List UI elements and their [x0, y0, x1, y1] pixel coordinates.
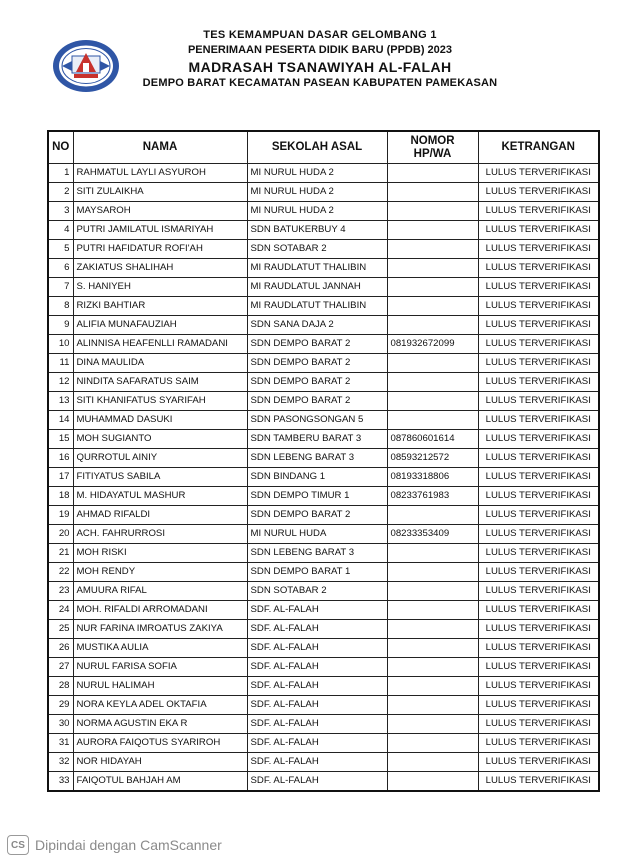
cell-nomor-hp: [387, 202, 478, 221]
cell-keterangan: LULUS TERVERIFIKASI: [478, 164, 599, 183]
cell-sekolah-asal: SDN SANA DAJA 2: [247, 316, 387, 335]
cell-nama: PUTRI JAMILATUL ISMARIYAH: [73, 221, 247, 240]
cell-sekolah-asal: SDF. AL-FALAH: [247, 753, 387, 772]
cell-sekolah-asal: SDF. AL-FALAH: [247, 620, 387, 639]
cell-sekolah-asal: SDF. AL-FALAH: [247, 715, 387, 734]
cell-keterangan: LULUS TERVERIFIKASI: [478, 525, 599, 544]
cell-nama: MOH. RIFALDI ARROMADANI: [73, 601, 247, 620]
cell-sekolah-asal: SDF. AL-FALAH: [247, 658, 387, 677]
cell-keterangan: LULUS TERVERIFIKASI: [478, 658, 599, 677]
table-row: [48, 563, 599, 582]
cell-nomor-hp: 08233761983: [387, 487, 478, 506]
cell-sekolah-asal: MI RAUDLATUT THALIBIN: [247, 259, 387, 278]
cell-keterangan: LULUS TERVERIFIKASI: [478, 354, 599, 373]
column-header-sekolah-asal: SEKOLAH ASAL: [247, 131, 387, 164]
cell-nomor-hp: [387, 183, 478, 202]
table-row: [48, 183, 599, 202]
cell-nama: NUR FARINA IMROATUS ZAKIYA: [73, 620, 247, 639]
cell-nomor-hp: [387, 392, 478, 411]
cell-sekolah-asal: SDF. AL-FALAH: [247, 639, 387, 658]
table-row: [48, 354, 599, 373]
table-row: [48, 696, 599, 715]
cell-nama: NURUL HALIMAH: [73, 677, 247, 696]
cell-keterangan: LULUS TERVERIFIKASI: [478, 563, 599, 582]
cell-no: 11: [48, 354, 73, 373]
cell-nomor-hp: [387, 506, 478, 525]
cell-nomor-hp: [387, 240, 478, 259]
table-row: [48, 335, 599, 354]
table-row: [48, 544, 599, 563]
cell-no: 26: [48, 639, 73, 658]
table-row: [48, 373, 599, 392]
cell-sekolah-asal: SDN DEMPO BARAT 2: [247, 506, 387, 525]
table-row: [48, 658, 599, 677]
cell-nomor-hp: [387, 772, 478, 792]
cell-keterangan: LULUS TERVERIFIKASI: [478, 335, 599, 354]
table-row: [48, 278, 599, 297]
cell-nomor-hp: [387, 639, 478, 658]
cell-keterangan: LULUS TERVERIFIKASI: [478, 411, 599, 430]
table-row: [48, 487, 599, 506]
cell-nama: M. HIDAYATUL MASHUR: [73, 487, 247, 506]
cell-nama: AMUURA RIFAL: [73, 582, 247, 601]
cell-sekolah-asal: MI NURUL HUDA 2: [247, 164, 387, 183]
cell-keterangan: LULUS TERVERIFIKASI: [478, 601, 599, 620]
cell-nama: NURUL FARISA SOFIA: [73, 658, 247, 677]
cell-no: 22: [48, 563, 73, 582]
cell-nomor-hp: [387, 411, 478, 430]
cell-keterangan: LULUS TERVERIFIKASI: [478, 468, 599, 487]
cell-nomor-hp: [387, 373, 478, 392]
table-row: [48, 392, 599, 411]
cell-nomor-hp: [387, 715, 478, 734]
cell-no: 32: [48, 753, 73, 772]
table-row: [48, 601, 599, 620]
cell-nama: ZAKIATUS SHALIHAH: [73, 259, 247, 278]
cell-keterangan: LULUS TERVERIFIKASI: [478, 449, 599, 468]
cell-nama: AHMAD RIFALDI: [73, 506, 247, 525]
table-row: [48, 240, 599, 259]
column-header-no: NO: [48, 131, 73, 164]
cell-nomor-hp: [387, 582, 478, 601]
cell-no: 2: [48, 183, 73, 202]
table-row: [48, 734, 599, 753]
cell-nama: MOH RISKI: [73, 544, 247, 563]
cell-no: 17: [48, 468, 73, 487]
cell-sekolah-asal: SDN BATUKERBUY 4: [247, 221, 387, 240]
cell-sekolah-asal: SDF. AL-FALAH: [247, 696, 387, 715]
cell-keterangan: LULUS TERVERIFIKASI: [478, 734, 599, 753]
cell-sekolah-asal: MI RAUDLATUL JANNAH: [247, 278, 387, 297]
cell-sekolah-asal: SDN DEMPO BARAT 2: [247, 354, 387, 373]
cell-no: 9: [48, 316, 73, 335]
cell-keterangan: LULUS TERVERIFIKASI: [478, 240, 599, 259]
cell-nama: MOH RENDY: [73, 563, 247, 582]
table-row: [48, 259, 599, 278]
cell-keterangan: LULUS TERVERIFIKASI: [478, 430, 599, 449]
cell-nomor-hp: [387, 354, 478, 373]
cell-keterangan: LULUS TERVERIFIKASI: [478, 506, 599, 525]
table-row: [48, 753, 599, 772]
cell-nomor-hp: [387, 221, 478, 240]
cell-nomor-hp: [387, 563, 478, 582]
cell-nomor-hp: 087860601614: [387, 430, 478, 449]
column-header-nama: NAMA: [73, 131, 247, 164]
results-table: [47, 130, 600, 792]
cell-keterangan: LULUS TERVERIFIKASI: [478, 772, 599, 792]
header-institution: MADRASAH TSANAWIYAH AL-FALAH: [188, 59, 452, 75]
table-header-row: [48, 131, 599, 164]
cell-keterangan: LULUS TERVERIFIKASI: [478, 316, 599, 335]
cell-nomor-hp: [387, 544, 478, 563]
cell-nama: ALINNISA HEAFENLLI RAMADANI: [73, 335, 247, 354]
table-row: [48, 221, 599, 240]
cell-sekolah-asal: MI RAUDLATUT THALIBIN: [247, 297, 387, 316]
cell-no: 21: [48, 544, 73, 563]
cell-nomor-hp: [387, 734, 478, 753]
cell-nomor-hp: [387, 753, 478, 772]
cell-nama: FAIQOTUL BAHJAH AM: [73, 772, 247, 792]
cell-sekolah-asal: SDF. AL-FALAH: [247, 734, 387, 753]
cell-no: 12: [48, 373, 73, 392]
cell-nama: MUSTIKA AULIA: [73, 639, 247, 658]
cell-nama: RAHMATUL LAYLI ASYUROH: [73, 164, 247, 183]
cell-keterangan: LULUS TERVERIFIKASI: [478, 639, 599, 658]
camscanner-icon: CS: [7, 835, 29, 855]
cell-sekolah-asal: SDN DEMPO TIMUR 1: [247, 487, 387, 506]
cell-keterangan: LULUS TERVERIFIKASI: [478, 183, 599, 202]
cell-nama: PUTRI HAFIDATUR ROFI'AH: [73, 240, 247, 259]
cell-nama: NOR HIDAYAH: [73, 753, 247, 772]
table-row: [48, 430, 599, 449]
cell-no: 33: [48, 772, 73, 792]
cell-nama: MOH SUGIANTO: [73, 430, 247, 449]
cell-nama: AURORA FAIQOTUS SYARIROH: [73, 734, 247, 753]
cell-nama: RIZKI BAHTIAR: [73, 297, 247, 316]
cell-sekolah-asal: SDN DEMPO BARAT 2: [247, 392, 387, 411]
watermark-text: Dipindai dengan CamScanner: [35, 837, 222, 853]
cell-no: 29: [48, 696, 73, 715]
table-row: [48, 506, 599, 525]
table-row: [48, 677, 599, 696]
table-row: [48, 639, 599, 658]
cell-no: 19: [48, 506, 73, 525]
cell-no: 31: [48, 734, 73, 753]
cell-no: 7: [48, 278, 73, 297]
cell-sekolah-asal: SDF. AL-FALAH: [247, 677, 387, 696]
cell-sekolah-asal: SDN SOTABAR 2: [247, 582, 387, 601]
cell-no: 16: [48, 449, 73, 468]
cell-sekolah-asal: MI NURUL HUDA 2: [247, 183, 387, 202]
cell-keterangan: LULUS TERVERIFIKASI: [478, 202, 599, 221]
cell-nama: ACH. FAHRURROSI: [73, 525, 247, 544]
cell-no: 13: [48, 392, 73, 411]
cell-no: 3: [48, 202, 73, 221]
cell-no: 20: [48, 525, 73, 544]
table-row: [48, 620, 599, 639]
cell-no: 30: [48, 715, 73, 734]
cell-keterangan: LULUS TERVERIFIKASI: [478, 278, 599, 297]
cell-keterangan: LULUS TERVERIFIKASI: [478, 544, 599, 563]
cell-keterangan: LULUS TERVERIFIKASI: [478, 715, 599, 734]
cell-nama: SITI KHANIFATUS SYARIFAH: [73, 392, 247, 411]
cell-no: 10: [48, 335, 73, 354]
cell-no: 1: [48, 164, 73, 183]
cell-nomor-hp: 081932672099: [387, 335, 478, 354]
cell-nama: SITI ZULAIKHA: [73, 183, 247, 202]
table-row: [48, 468, 599, 487]
cell-keterangan: LULUS TERVERIFIKASI: [478, 487, 599, 506]
cell-keterangan: LULUS TERVERIFIKASI: [478, 677, 599, 696]
cell-no: 5: [48, 240, 73, 259]
cell-no: 4: [48, 221, 73, 240]
cell-sekolah-asal: SDF. AL-FALAH: [247, 601, 387, 620]
cell-nomor-hp: 08233353409: [387, 525, 478, 544]
cell-no: 28: [48, 677, 73, 696]
cell-no: 18: [48, 487, 73, 506]
cell-keterangan: LULUS TERVERIFIKASI: [478, 696, 599, 715]
cell-sekolah-asal: SDN DEMPO BARAT 2: [247, 335, 387, 354]
cell-no: 15: [48, 430, 73, 449]
cell-nomor-hp: [387, 658, 478, 677]
cell-sekolah-asal: SDN BINDANG 1: [247, 468, 387, 487]
scanner-watermark: [7, 835, 222, 855]
cell-sekolah-asal: SDN DEMPO BARAT 1: [247, 563, 387, 582]
table-row: [48, 164, 599, 183]
cell-nomor-hp: [387, 297, 478, 316]
cell-keterangan: LULUS TERVERIFIKASI: [478, 373, 599, 392]
cell-keterangan: LULUS TERVERIFIKASI: [478, 392, 599, 411]
cell-nomor-hp: [387, 696, 478, 715]
cell-nomor-hp: [387, 677, 478, 696]
cell-nama: ALIFIA MUNAFAUZIAH: [73, 316, 247, 335]
cell-sekolah-asal: SDN PASONGSONGAN 5: [247, 411, 387, 430]
table-row: [48, 202, 599, 221]
cell-sekolah-asal: SDN TAMBERU BARAT 3: [247, 430, 387, 449]
cell-no: 6: [48, 259, 73, 278]
table-body: [48, 164, 599, 792]
table-row: [48, 772, 599, 792]
table-row: [48, 582, 599, 601]
column-header-nomor-hp: NOMOR HP/WA: [387, 131, 478, 164]
cell-keterangan: LULUS TERVERIFIKASI: [478, 582, 599, 601]
cell-no: 8: [48, 297, 73, 316]
cell-nama: NINDITA SAFARATUS SAIM: [73, 373, 247, 392]
cell-keterangan: LULUS TERVERIFIKASI: [478, 753, 599, 772]
cell-nama: MAYSAROH: [73, 202, 247, 221]
table-row: [48, 411, 599, 430]
cell-nomor-hp: [387, 316, 478, 335]
cell-sekolah-asal: SDN LEBENG BARAT 3: [247, 449, 387, 468]
cell-keterangan: LULUS TERVERIFIKASI: [478, 297, 599, 316]
cell-sekolah-asal: SDN SOTABAR 2: [247, 240, 387, 259]
cell-nomor-hp: [387, 601, 478, 620]
cell-nama: FITIYATUS SABILA: [73, 468, 247, 487]
cell-sekolah-asal: SDN LEBENG BARAT 3: [247, 544, 387, 563]
cell-keterangan: LULUS TERVERIFIKASI: [478, 221, 599, 240]
cell-nama: DINA MAULIDA: [73, 354, 247, 373]
table-row: [48, 525, 599, 544]
cell-nama: NORMA AGUSTIN EKA R: [73, 715, 247, 734]
cell-nomor-hp: [387, 620, 478, 639]
cell-nama: MUHAMMAD DASUKI: [73, 411, 247, 430]
cell-nomor-hp: [387, 164, 478, 183]
cell-nomor-hp: 08593212572: [387, 449, 478, 468]
cell-keterangan: LULUS TERVERIFIKASI: [478, 620, 599, 639]
cell-no: 27: [48, 658, 73, 677]
cell-sekolah-asal: SDF. AL-FALAH: [247, 772, 387, 792]
column-header-keterangan: KETRANGAN: [478, 131, 599, 164]
cell-nomor-hp: 08193318806: [387, 468, 478, 487]
cell-keterangan: LULUS TERVERIFIKASI: [478, 259, 599, 278]
cell-nomor-hp: [387, 278, 478, 297]
cell-no: 23: [48, 582, 73, 601]
cell-nama: S. HANIYEH: [73, 278, 247, 297]
cell-sekolah-asal: MI NURUL HUDA: [247, 525, 387, 544]
table-row: [48, 316, 599, 335]
table-row: [48, 449, 599, 468]
cell-nama: NORA KEYLA ADEL OKTAFIA: [73, 696, 247, 715]
header-line-2: PENERIMAAN PESERTA DIDIK BARU (PPDB) 2023: [187, 44, 453, 56]
table-row: [48, 715, 599, 734]
cell-no: 14: [48, 411, 73, 430]
cell-sekolah-asal: MI NURUL HUDA 2: [247, 202, 387, 221]
document-header: [0, 28, 640, 91]
cell-no: 24: [48, 601, 73, 620]
header-line-1: TES KEMAMPUAN DASAR GELOMBANG 1: [203, 29, 437, 41]
cell-nomor-hp: [387, 259, 478, 278]
table-row: [48, 297, 599, 316]
header-address: DEMPO BARAT KECAMATAN PASEAN KABUPATEN PAMEKASAN: [142, 77, 498, 89]
cell-nama: QURROTUL AINIY: [73, 449, 247, 468]
cell-sekolah-asal: SDN DEMPO BARAT 2: [247, 373, 387, 392]
cell-no: 25: [48, 620, 73, 639]
